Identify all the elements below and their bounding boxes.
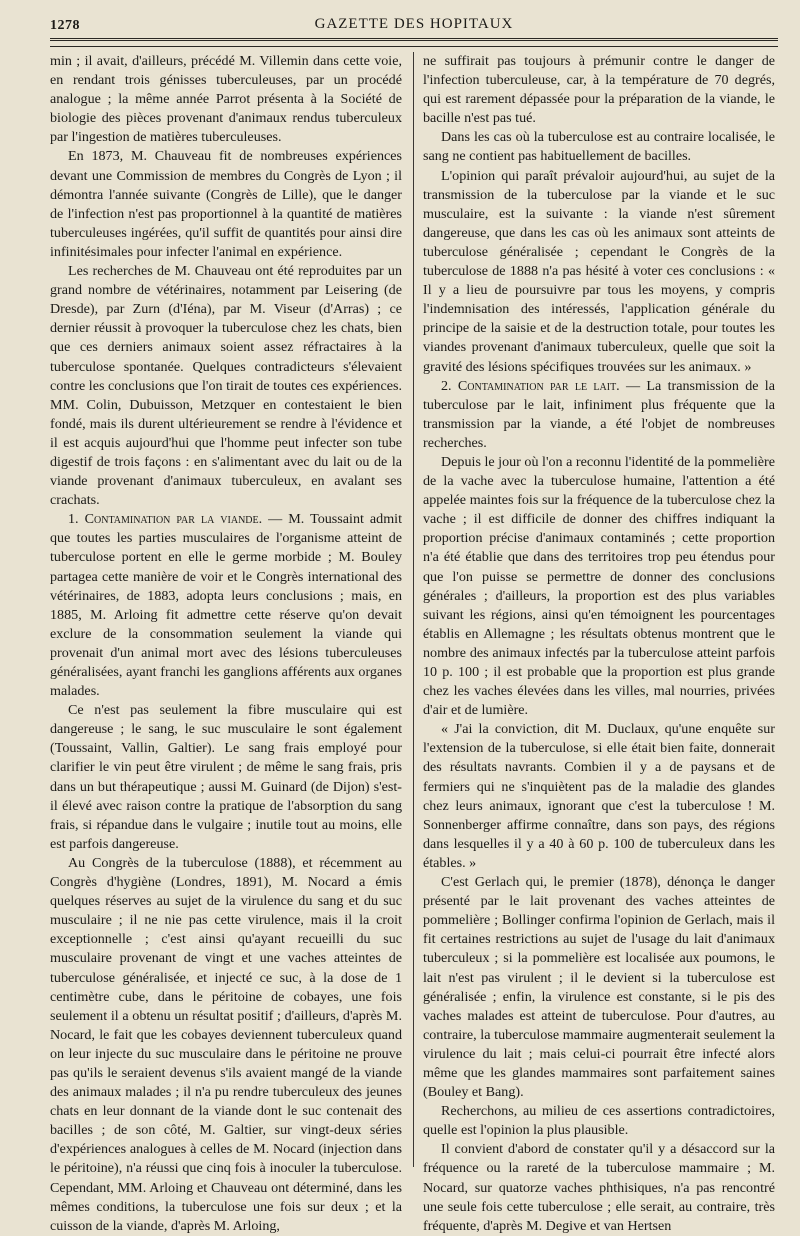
section-heading: Contamination par le lait.: [457, 377, 620, 394]
section-number: 1.: [68, 511, 85, 528]
section-paragraph: [50, 510, 402, 701]
section-number: 2.: [441, 377, 458, 394]
column-divider: [413, 52, 414, 1167]
header-rule-thin: [50, 46, 778, 47]
paragraph: Depuis le jour où l'on a reconnu l'identité de la pommelière de la vache avec la tuberculose humaine, l'attention a été appelée maintes fois sur la fréquence de la tuberculose chez la vache ; il est difficile de donner des chiffres indiquant la proportion précise d'animaux contaminés ; cette proportion n'a été établie que dans des territoires trop peu étendus pour que l'on puisse se permettre de donner des conclusions générales ; d'ailleurs, la proportion est des plus variables suivant les régions, ainsi qu'en témoignent les pourcentages établis en Allemagne ; les résultats obtenus montrent que le nombre des animaux infectés par la tuberculose atteint parfois 10 p. 100 ; il est probable que la proportion est plus grande chez les vaches élevées dans les villes, mal nourries, privées d'air et de lumière.: [423, 453, 775, 719]
paragraph: Il convient d'abord de constater qu'il y a désaccord sur la fréquence ou la rareté de la tuberculose mammaire ; M. Nocard, sur quatorze vaches phthisiques, n'a pas rencontré une seule fois cette tuberculose ; elle serait, au contraire, très fréquente, d'après M. Degive et van Hertsen: [423, 1141, 775, 1234]
page-number: 1278: [50, 18, 80, 33]
header-rule: [50, 38, 778, 41]
section-text: — M. Toussaint admit que toutes les parties musculaires de l'organisme atteint de tuberculose portent en elle le germe morbide ; M. Bouley partagea cette manière de voir et le Congrès international des vétérinaires, de 1883, adopta leurs conclusions ; mais, en 1885, M. Arloing fit admettre cette réserve qu'on devait exclure de la consommation seulement la viande qui provenait d'un animal mort avec des lésions tuberculeuses généralisées, ayant franchi les ganglions afférents aux organes malades.: [50, 511, 403, 700]
section-text: — La transmission de la tuberculose par le lait, infiniment plus fréquente que la transmission par la viande, a été l'objet de nombreuses recherches.: [423, 377, 775, 451]
paragraph: Ce n'est pas seulement la fibre musculaire qui est dangereuse ; le sang, le suc musculaire le sont également (Toussaint, Vallin, Galtier). Le sang frais employé pour clarifier le vin peut être virulent ; de même le sang frais, pris dans un but thérapeutique ; aussi M. Guinard (de Dijon) s'est-il élevé avec raison contre la pratique de l'absorption du sang frais, si répandue dans le vulgaire ; inutile tout au moins, elle est parfois dangereuse.: [50, 702, 402, 852]
paragraph: ne suffirait pas toujours à prémunir contre le danger de l'infection tuberculeuse, car, à la température de 70 degrés, qui est rarement dépassée pour la préparation de la viande, le bacille n'est pas tué.: [423, 53, 775, 127]
paragraph: Dans les cas où la tuberculose est au contraire localisée, le sang ne contient pas habituellement de bacilles.: [423, 129, 775, 165]
journal-title: GAZETTE DES HOPITAUX: [314, 16, 514, 32]
page-header: [50, 14, 778, 36]
section-paragraph: [423, 377, 775, 453]
paragraph: L'opinion qui paraît prévaloir aujourd'hui, au sujet de la transmission de la tuberculose par la viande et le suc musculaire, est la suivante : la viande n'est sûrement dangereuse, que dans les cas où les animaux sont atteints de tuberculose généralisée ; cependant le Congrès de la tuberculose de 1888 n'a pas hésité à voter ces conclusions : « Il y a lieu de poursuivre par tous les moyens, y compris l'indemnisation des intéressés, l'application générale du principe de la saisie et de la destruction totale, pour toutes les viandes provenant d'animaux tuberculeux, quelle que soit la gravité des lésions spécifiques trouvées sur les animaux. »: [423, 167, 775, 375]
paragraph: En 1873, M. Chauveau fit de nombreuses expériences devant une Commission de membres du Congrès de Lyon ; il démontra l'année suivante (Congrès de Lille), que le danger de l'infection n'est pas proportionnel à la quantité de matières tuberculeuses ingérées, qu'il suffit de quantités pour ainsi dire infinitésimales pour infecter l'animal en expérience.: [50, 148, 402, 260]
paragraph: « J'ai la conviction, dit M. Duclaux, qu'une enquête sur l'extension de la tuberculose, si elle était bien faite, donnerait des résultats navrants. Combien il y a de paysans et de fermiers qui ne s'inquiètent pas de la maladie des glandes chez leurs animaux, ignorant que c'est la tuberculose ! M. Sonnenberger affirme connaître, dans son pays, des régions dans lesquelles il y a 40 à 60 p. 100 de tuberculeux dans les étables. »: [423, 721, 775, 871]
paragraph: C'est Gerlach qui, le premier (1878), dénonça le danger présenté par le lait provenant des vaches atteintes de pommelière ; Bollinger confirma l'opinion de Gerlach, mais il fit certaines restrictions au sujet de l'usage du lait d'animaux tuberculeux ; si la pommelière est localisée aux poumons, le lait n'est pas virulent ; il le devient si la tuberculose est généralisée ; enfin, la virulence est constante, si le pis des vaches malades est atteint de tuberculose. Pour d'autres, au contraire, la tuberculose mammaire augmenterait seulement la virulence du lait ; mais celui-ci pourrait être infecté alors même que les glandes mammaires sont parfaitement saines (Bouley et Bang).: [423, 874, 775, 1101]
left-column: [50, 52, 403, 1234]
section-heading: Contamination par la viande.: [84, 511, 263, 528]
paragraph: Au Congrès de la tuberculose (1888), et récemment au Congrès d'hygiène (Londres, 1891), M. Nocard a émis quelques réserves au sujet de la virulence du sang et du suc musculaire ; il ne nie pas cette virulence, mais il la croit exceptionnelle ; c'est ainsi qu'ayant recueilli du suc musculaire provenant de vingt et une vaches atteintes de tuberculose généralisée, et injecté ce suc, à la dose de 1 centimètre cube, dans le péritoine de cobayes, une fois seulement il a obtenu un résultat positif ; d'ailleurs, d'après M. Nocard, le fait que les cobayes deviennent tuberculeux quand on leur injecte du suc musculaire dans le péritoine ne prouve pas qu'ils le seraient devenus s'ils avaient mangé de la viande des animaux malades ; il n'a pu rendre tuberculeux des jeunes chats en leur donnant de la viande dont le suc contenait des bacilles ; de son côté, M. Galtier, sur vingt-deux séries d'expériences analogues à celles de M. Nocard (injection dans le péritoine), n'a réussi que cinq fois à inoculer la tuberculose. Cependant, MM. Arloing et Chauveau ont déterminé, dans les mêmes conditions, la tuberculose une fois sur deux ; et la cuisson de la viande, d'après M. Arloing,: [50, 854, 402, 1234]
right-column: [423, 52, 775, 1234]
paragraph: min ; il avait, d'ailleurs, précédé M. Villemin dans cette voie, en rendant trois génisses tuberculeuses, par un procédé analogue ; la même année Parrot présenta à la Société de biologie des pièces provenant d'animaux rendus tuberculeux par l'ingestion de matières tuberculeuses.: [50, 53, 402, 146]
paragraph: Les recherches de M. Chauveau ont été reproduites par un grand nombre de vétérinaires, notamment par Leisering (de Dresde), par Zurn (d'Iéna), par M. Viseur (d'Arras) ; ce dernier réussit à provoquer la tuberculose chez les chats, bien que ces derniers animaux soient assez réfractaires à la tuberculose spontanée. Quelques contradicteurs s'élevaient contre les conclusions que l'on tirait de toutes ces expériences. MM. Colin, Dubuisson, Metzquer en contestaient le bien fondé, mais ils durent ultérieurement se rendre à l'évidence et il est acquis aujourd'hui que l'homme peut infecter son tube digestif de trois façons : en s'alimentant avec du lait ou de la viande provenant d'animaux tuberculeux, en avalant ses crachats.: [50, 263, 402, 509]
paragraph: Recherchons, au milieu de ces assertions contradictoires, quelle est l'opinion la plus plausible.: [423, 1103, 775, 1139]
